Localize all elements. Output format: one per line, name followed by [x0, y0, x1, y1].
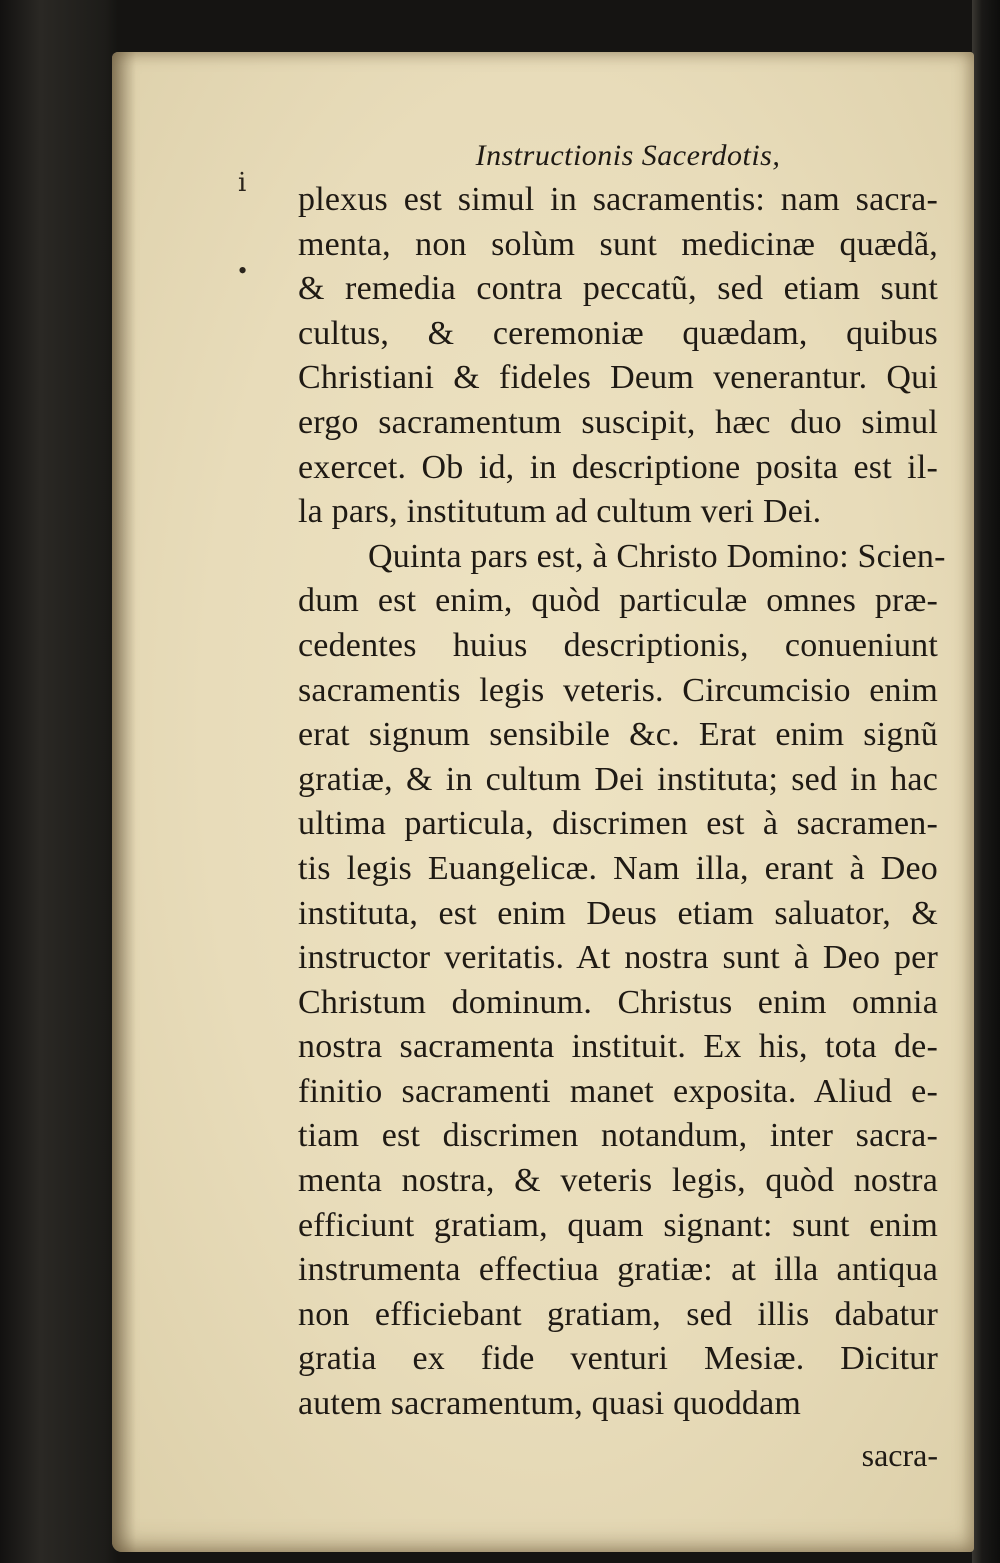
text-line: cedentes huius descriptionis, conueniunt [298, 626, 938, 664]
text-line: tis legis Euangelicæ. Nam illa, erant à Deo [298, 849, 938, 887]
text-line: menta, non solùm sunt medicinæ quædã, [298, 225, 938, 263]
text-line: efficiunt gratiam, quam signant: sunt enim [298, 1206, 938, 1244]
margin-mark: ⅰ [238, 168, 247, 197]
text-line: instrumenta effectiua gratiæ: at illa antiqua [298, 1251, 938, 1289]
text-line: ergo sacramentum suscipit, hæc duo simul [298, 403, 938, 441]
text-line: non efficiebant gratiam, sed illis dabatur [298, 1295, 938, 1333]
book-edge [972, 0, 1000, 1563]
text-line: nostra sacramenta instituit. Ex his, tota de- [298, 1028, 938, 1066]
text-line: sacramentis legis veteris. Circumcisio enim [298, 671, 938, 709]
catchword: sacra- [861, 1436, 938, 1473]
text-line: Christum dominum. Christus enim omnia [298, 983, 938, 1021]
text-line: tiam est discrimen notandum, inter sacra- [298, 1117, 938, 1155]
text-line: la pars, institutum ad cultum veri Dei. [298, 493, 822, 531]
text-line: Christiani & fideles Deum venerantur. Qui [298, 359, 938, 397]
text-line: plexus est simul in sacramentis: nam sacra- [298, 181, 938, 218]
text-line: cultus, & ceremoniæ quædam, quibus [298, 314, 938, 352]
margin-mark: • [238, 256, 248, 285]
text-line: ultima particula, discrimen est à sacramen- [298, 805, 938, 843]
text-line: instituta, est enim Deus etiam saluator, & [298, 894, 938, 932]
text-line: finitio sacramenti manet exposita. Aliud e- [298, 1072, 938, 1110]
body-text [298, 178, 946, 1427]
text-line: erat signum sensibile &c. Erat enim signũ [298, 716, 938, 754]
gutter-shadow [112, 52, 136, 1552]
text-line: Quinta pars est, à Christo Domino: Scien- [368, 537, 946, 575]
text-line: dum est enim, quòd particulæ omnes præ- [298, 582, 938, 620]
text-line: instructor veritatis. At nostra sunt à Deo per [298, 939, 938, 977]
text-line: autem sacramentum, quasi quoddam [298, 1385, 802, 1423]
text-line: gratia ex fide venturi Mesiæ. Dicitur [298, 1340, 938, 1378]
text-line: & remedia contra peccatũ, sed etiam sunt [298, 270, 938, 308]
text-line: gratiæ, & in cultum Dei instituta; sed in hac [298, 760, 938, 798]
text-line: exercet. Ob id, in descriptione posita est il- [298, 448, 938, 486]
running-head: Instructionis Sacerdotis, [475, 139, 781, 172]
text-line: menta nostra, & veteris legis, quòd nostra [298, 1162, 938, 1200]
text-block [298, 134, 946, 1477]
